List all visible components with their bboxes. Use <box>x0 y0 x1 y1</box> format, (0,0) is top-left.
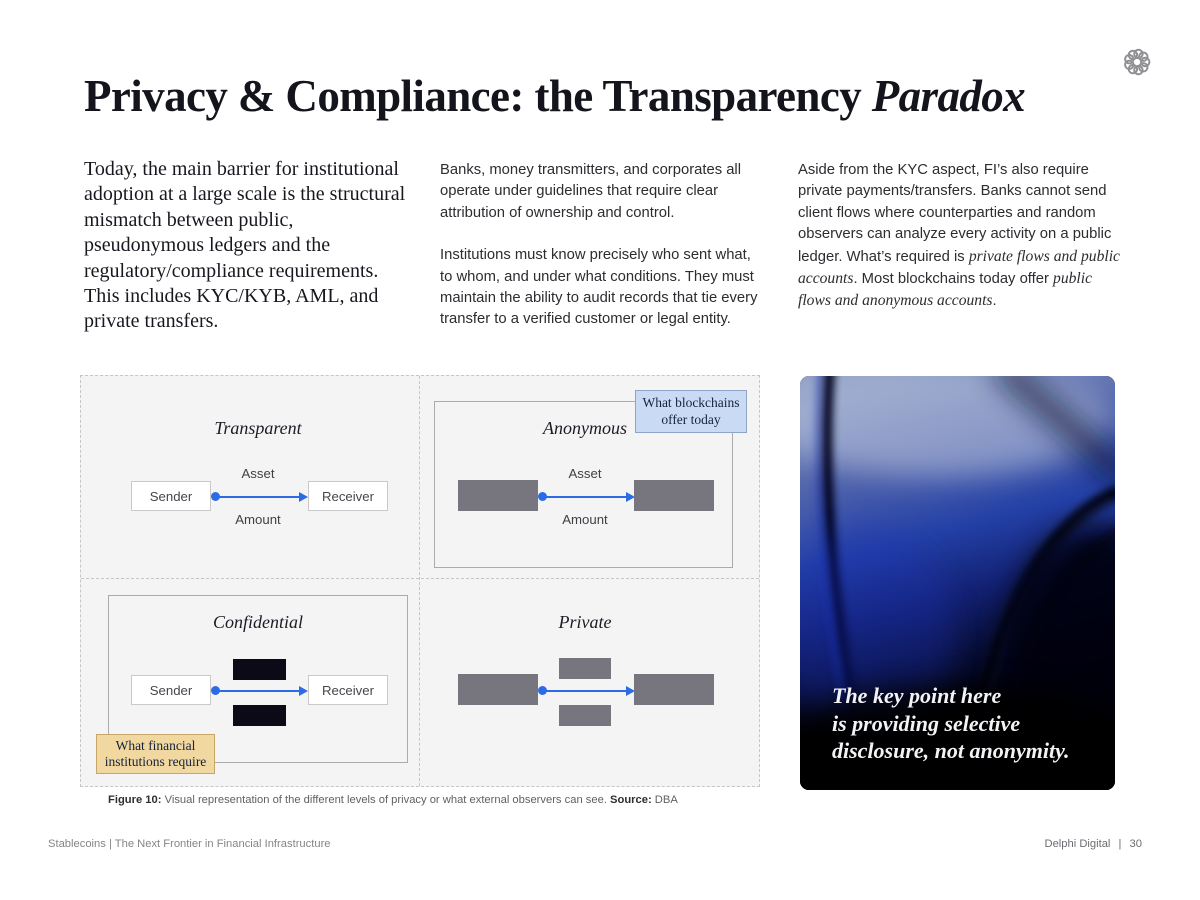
dashed-divider-horizontal <box>81 578 759 579</box>
intro-paragraph-3 <box>798 160 1122 313</box>
intro-col3-text-3: . <box>992 293 997 310</box>
figure-caption <box>108 794 678 806</box>
arrow-head-icon <box>626 686 635 696</box>
footer-report-title: Stablecoins | The Next Frontier in Financial Infrastructure <box>48 838 331 850</box>
arrow-head-icon <box>626 492 635 502</box>
transfer-arrow <box>538 491 635 502</box>
intro-col2-p1: Banks, money transmitters, and corporates all operate under guidelines that require clear attribution of ownership and control. <box>440 162 742 221</box>
figure-label: Figure 10: <box>108 794 162 806</box>
amount-label: Amount <box>562 512 608 527</box>
source-label: Source: <box>610 794 652 806</box>
callout-line: institutions require <box>104 754 207 769</box>
key-point-quote <box>832 682 1070 765</box>
hidden-amount-box <box>233 705 286 726</box>
arrow-line <box>542 496 627 498</box>
page-title <box>84 70 1025 122</box>
intro-col3-text-2: . Most blockchains today offer <box>853 271 1054 288</box>
quadrant-title-anonymous: Anonymous <box>543 418 627 438</box>
footer-brand: Delphi Digital <box>1044 838 1111 850</box>
intro-col3-emphasis-1: private flows and public accounts <box>798 247 1120 288</box>
intro-paragraph-1: Today, the main barrier for institutional adoption at a large scale is the structural mismatch between public, pseudonymous ledgers and the regulatory/compliance requirements. This includes KYC/KYB, AML, and private transfers. <box>84 158 406 333</box>
hidden-amount-box <box>559 705 611 726</box>
arrow-line <box>215 496 300 498</box>
arrow-head-icon <box>299 686 308 696</box>
intro-paragraph-2 <box>440 160 766 331</box>
callout-line: offer today <box>661 411 721 427</box>
transfer-arrow <box>211 491 308 502</box>
dashed-divider-vertical <box>419 376 420 786</box>
sender-box: Sender <box>131 481 211 511</box>
sender-box: Sender <box>131 675 211 705</box>
callout-what-financial-institutions-require <box>96 734 215 774</box>
abstract-blue-image <box>800 376 1115 790</box>
arrow-line <box>215 690 300 692</box>
quadrant-title-transparent: Transparent <box>214 418 302 438</box>
quadrant-title-confidential: Confidential <box>213 612 303 632</box>
callout-line: What financial <box>115 737 196 753</box>
receiver-box: Receiver <box>308 481 388 511</box>
footer-page-number: 30 <box>1129 838 1142 850</box>
transfer-arrow <box>538 685 635 696</box>
quote-line-3: disclosure, not anonymity. <box>832 738 1070 763</box>
callout-line: What blockchains <box>642 395 740 410</box>
hidden-receiver-box <box>634 674 714 705</box>
callout-what-blockchains-offer <box>635 390 747 433</box>
page-title-italic: Paradox <box>871 71 1026 121</box>
asset-label: Asset <box>568 466 602 481</box>
arrow-line <box>542 690 627 692</box>
footer-brand-page <box>1045 838 1143 850</box>
transfer-arrow <box>211 685 308 696</box>
intro-col2-p2: Institutions must know precisely who sent what, to whom, and under what conditions. They must maintain the ability to audit records that tie every transfer to a verified customer or legal entity. <box>440 247 758 328</box>
hidden-asset-box <box>233 659 286 680</box>
hidden-asset-box <box>559 658 611 679</box>
quote-line-2: is providing selective <box>832 710 1021 736</box>
privacy-levels-diagram <box>80 375 760 787</box>
hidden-sender-box <box>458 674 538 705</box>
hidden-sender-box <box>458 480 538 511</box>
arrow-head-icon <box>299 492 308 502</box>
receiver-box: Receiver <box>308 675 388 705</box>
asset-label: Asset <box>241 466 275 481</box>
amount-label: Amount <box>235 512 281 527</box>
page-title-main: Privacy & Compliance: the Transparency <box>84 71 872 121</box>
source-text: DBA <box>651 794 678 806</box>
figure-text: Visual representation of the different levels of privacy or what external observers can see. <box>161 794 611 806</box>
intro-col3-text: Aside from the KYC aspect, FI’s also require private payments/transfers. Banks cannot send client flows where counterparties and random observers can analyze every activity on a public ledger. What’s required is <box>798 162 1112 265</box>
footer-separator: | <box>1118 838 1122 850</box>
hidden-receiver-box <box>634 480 714 511</box>
quadrant-title-private: Private <box>558 612 612 632</box>
quote-line-1: The key point here <box>832 683 1002 708</box>
intro-col3-emphasis-2: public flows and anonymous accounts <box>798 270 1093 310</box>
delphi-logo-icon <box>1122 47 1152 77</box>
